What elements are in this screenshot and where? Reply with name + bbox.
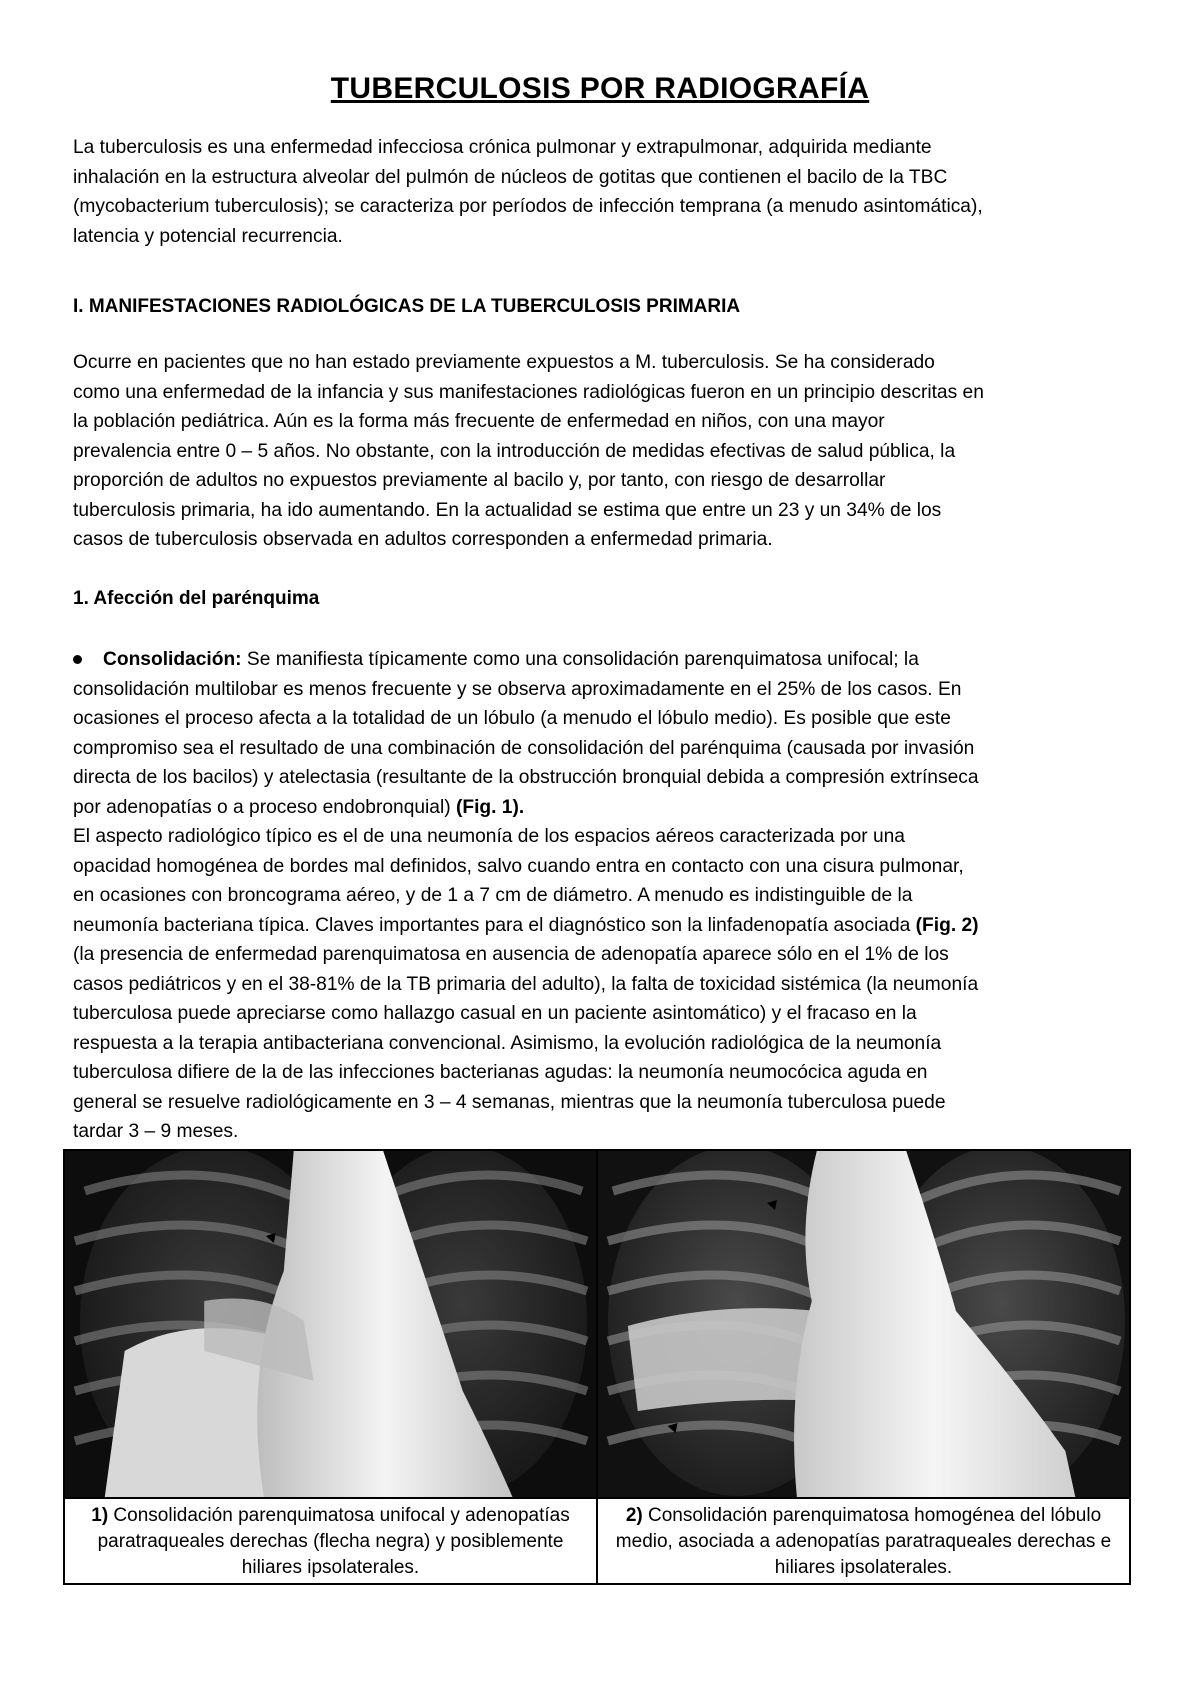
figure-number: 2) <box>625 1505 643 1526</box>
subsection-heading: 1. Afección del parénquima <box>73 588 320 609</box>
text-line: (mycobacterium tuberculosis); se caracteriza por períodos de infección temprana (a menudo asintomática), <box>73 196 983 217</box>
caption-text: Consolidación parenquimatosa homogénea del lóbulo medio, asociada a adenopatías paratraqueales derechas e hiliares ipsolaterales. <box>615 1505 1112 1578</box>
text-line: prevalencia entre 0 – 5 años. No obstante, con la introducción de medidas efectivas de salud pública, la <box>73 440 956 462</box>
text-fragment: por adenopatías o a proceso endobronquial) <box>73 796 456 818</box>
text-line <box>73 793 1133 823</box>
text-line: directa de los bacilos) y atelectasia (resultante de la obstrucción bronquial debida a compresión extrínseca <box>73 767 979 788</box>
figure-1-caption-cell <box>64 1498 597 1584</box>
text-line: Ocurre en pacientes que no han estado previamente expuestos a M. tuberculosis. Se ha considerado <box>73 352 935 373</box>
text-line: tuberculosa difiere de la de las infecciones bacterianas agudas: la neumonía neumocócica aguda en <box>73 1062 928 1083</box>
section-paragraph <box>73 348 1133 555</box>
text-line: ocasiones el proceso afecta a la totalidad de un lóbulo (a menudo el lóbulo medio). Es posible que este <box>73 708 951 729</box>
text-fragment: neumonía bacteriana típica. Claves importantes para el diagnóstico son la linfadenopatía asociada <box>73 914 916 936</box>
bullet-label: Consolidación: <box>103 649 242 670</box>
text-line: La tuberculosis es una enfermedad infecciosa crónica pulmonar y extrapulmonar, adquirida mediante <box>73 137 932 158</box>
text-line: proporción de adultos no expuestos previamente al bacilo y, por tanto, con riesgo de desarrollar <box>73 470 886 491</box>
text-line: como una enfermedad de la infancia y sus manifestaciones radiológicas fueron en un principio descritas en <box>73 381 984 403</box>
text-line: tuberculosa puede apreciarse como hallazgo casual en un paciente asintomático) y el fracaso en la <box>73 1003 917 1024</box>
chest-xray-2-image <box>598 1151 1129 1497</box>
text-line: inhalación en la estructura alveolar del pulmón de núcleos de gotitas que contienen el bacilo de la TBC <box>73 166 948 188</box>
figure-2-caption-cell <box>597 1498 1130 1584</box>
figure-number: 1) <box>91 1505 109 1526</box>
figure-reference: (Fig. 2) <box>915 914 979 936</box>
figure-1-image-cell <box>64 1150 597 1498</box>
text-line: El aspecto radiológico típico es el de una neumonía de los espacios aéreos caracterizada por una <box>73 826 905 847</box>
figure-2-caption <box>598 1499 1129 1583</box>
chest-xray-1-image <box>65 1151 596 1497</box>
text-line: casos de tuberculosis observada en adultos corresponden a enfermedad primaria. <box>73 529 773 550</box>
bullet-first-line <box>73 645 1133 675</box>
text-line: consolidación multilobar es menos frecuente y se observa aproximadamente en el 25% de los casos. En <box>73 678 962 700</box>
figure-reference: (Fig. 1). <box>455 796 525 818</box>
figures-table <box>63 1149 1131 1585</box>
caption-text: Consolidación parenquimatosa unifocal y adenopatías paratraqueales derechas (flecha negra) y posiblemente hiliares ipsolaterales. <box>97 1505 570 1578</box>
figure-2-image-cell <box>597 1150 1130 1498</box>
figure-1-caption <box>65 1499 596 1583</box>
text-line: respuesta a la terapia antibacteriana convencional. Asimismo, la evolución radiológica de la neumonía <box>73 1032 942 1054</box>
text-line: (la presencia de enfermedad parenquimatosa en ausencia de adenopatía aparece sólo en el 1% de los <box>73 944 949 965</box>
text-line: casos pediátricos y en el 38-81% de la TB primaria del adulto), la falta de toxicidad sistémica (la neumonía <box>73 973 979 995</box>
text-line: en ocasiones con broncograma aéreo, y de 1 a 7 cm de diámetro. A menudo es indistinguible de la <box>73 885 913 906</box>
section-heading: I. MANIFESTACIONES RADIOLÓGICAS DE LA TUBERCULOSIS PRIMARIA <box>73 296 741 317</box>
text-line: tardar 3 – 9 meses. <box>73 1121 239 1142</box>
bullet-icon <box>73 655 82 664</box>
text-line <box>73 911 1133 941</box>
bullet-paragraph <box>73 645 1133 1147</box>
document-title: TUBERCULOSIS POR RADIOGRAFÍA <box>330 72 870 105</box>
text-line: general se resuelve radiológicamente en 3 – 4 semanas, mientras que la neumonía tuberculosa puede <box>73 1091 946 1113</box>
text-line: la población pediátrica. Aún es la forma más frecuente de enfermedad en niños, con una mayor <box>73 411 885 432</box>
intro-paragraph <box>73 133 1133 251</box>
bullet-text: Se manifiesta típicamente como una consolidación parenquimatosa unifocal; la <box>241 649 919 670</box>
text-line: latencia y potencial recurrencia. <box>73 225 343 247</box>
text-line: compromiso sea el resultado de una combinación de consolidación del parénquima (causada por invasión <box>73 737 975 759</box>
text-line: opacidad homogénea de bordes mal definidos, salvo cuando entra en contacto con una cisura pulmonar, <box>73 855 964 877</box>
text-line: tuberculosis primaria, ha ido aumentando. En la actualidad se estima que entre un 23 y un 34% de los <box>73 499 942 521</box>
